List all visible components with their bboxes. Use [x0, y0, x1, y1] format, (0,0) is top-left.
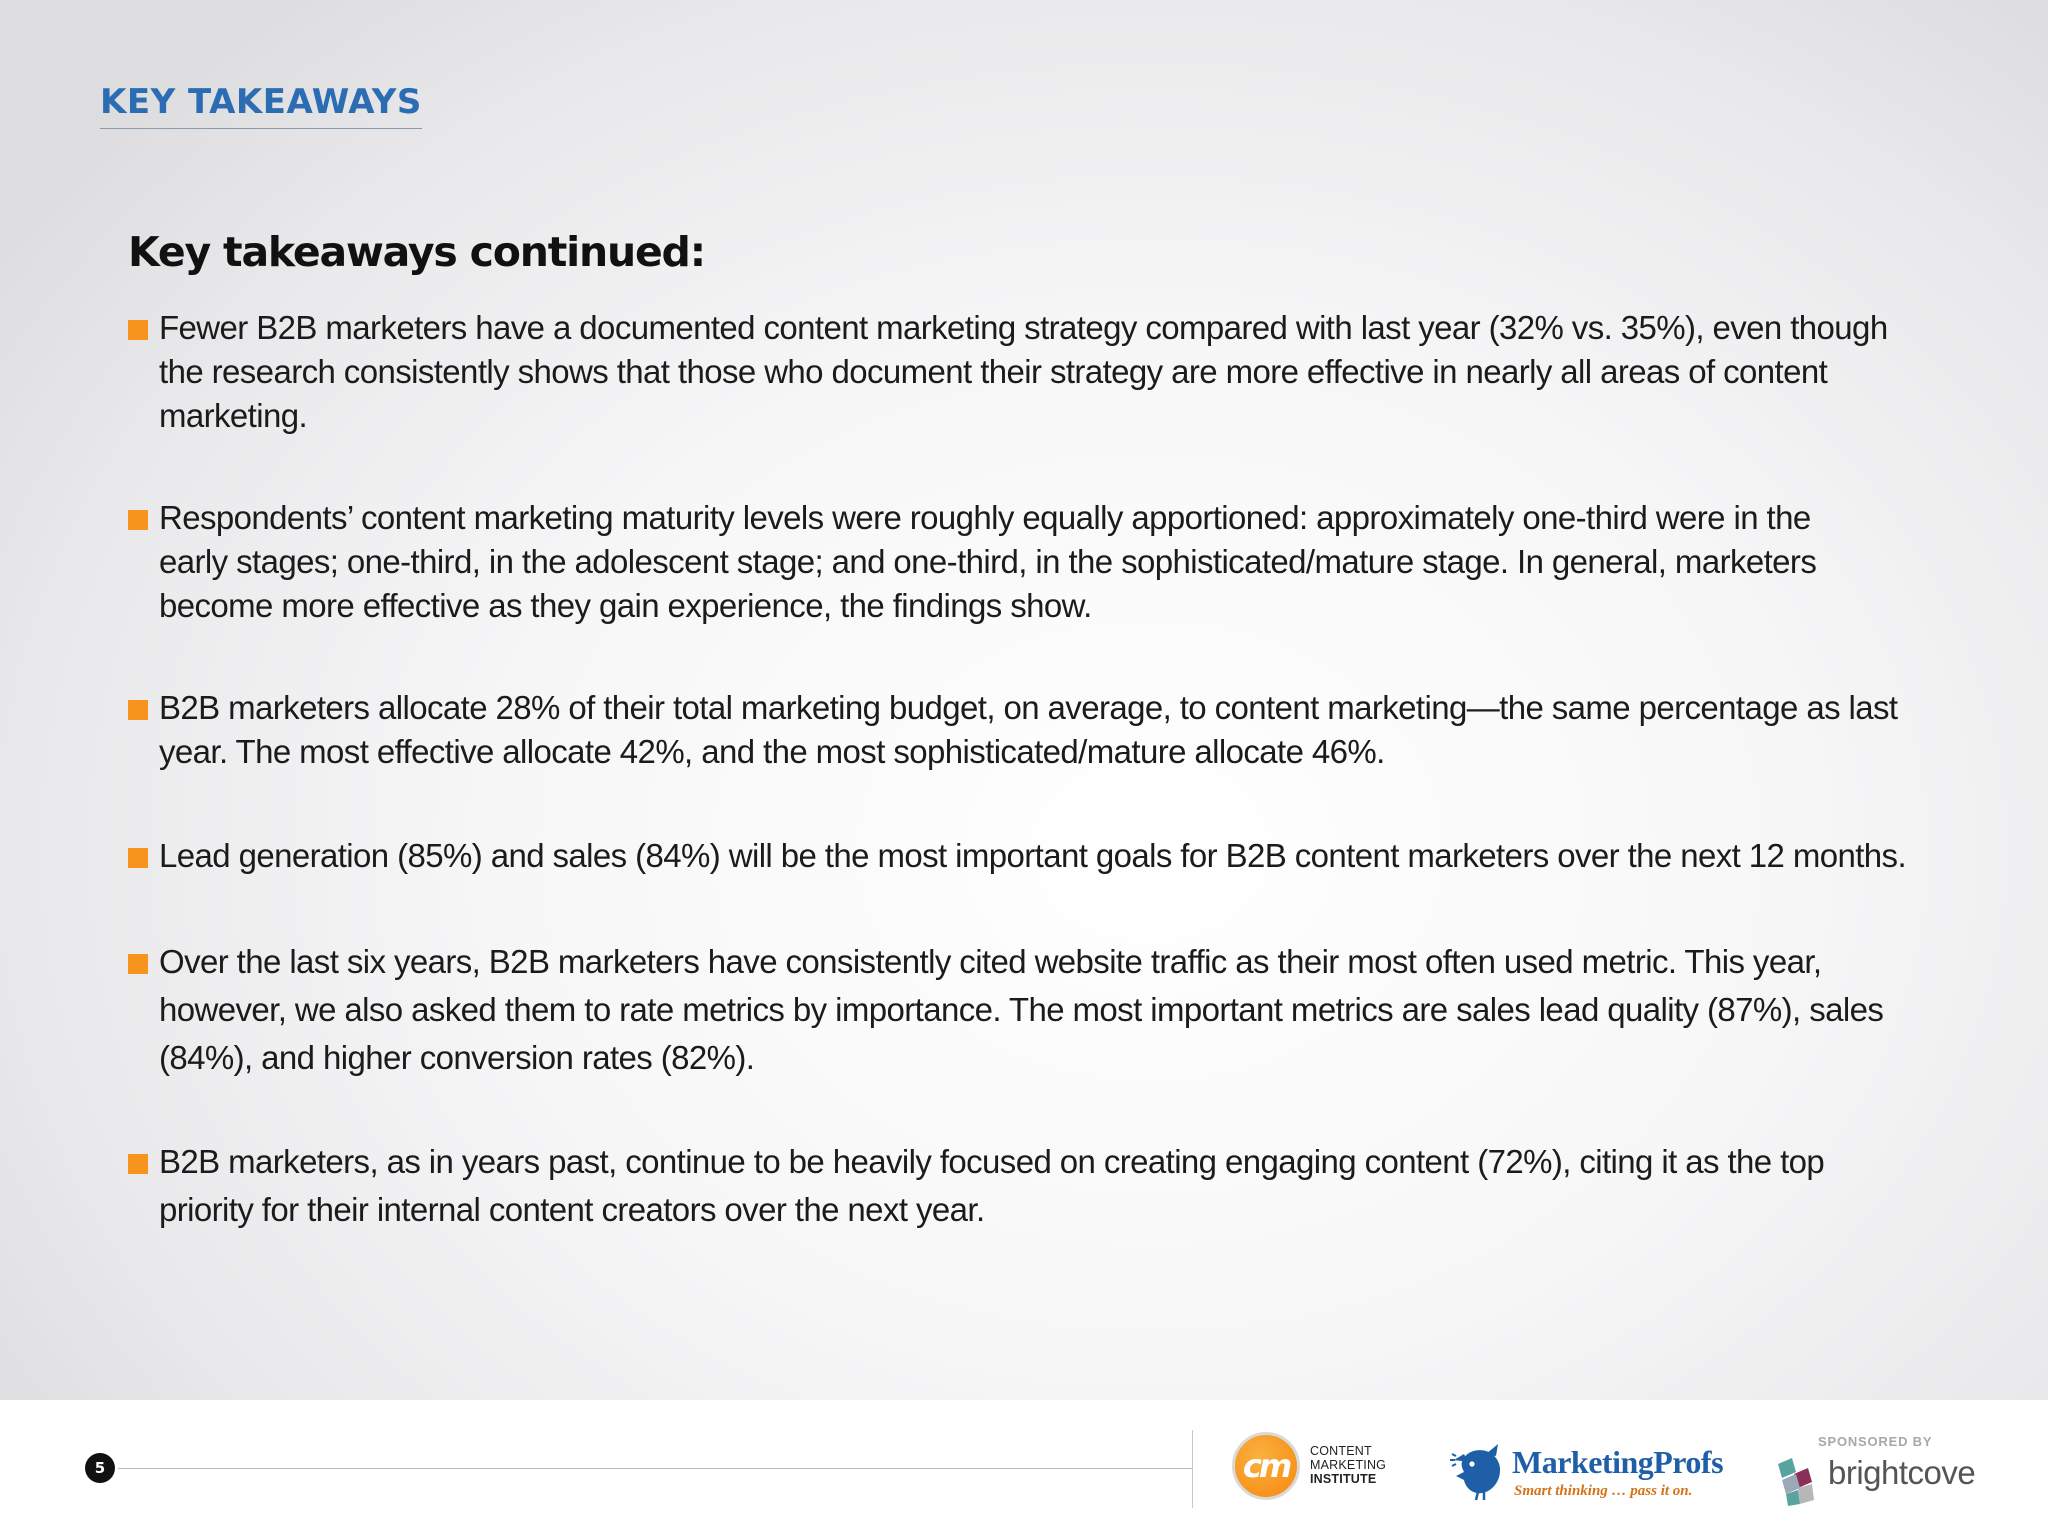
cmi-line: INSTITUTE [1310, 1472, 1377, 1486]
takeaway-item [128, 496, 1928, 628]
takeaway-text [159, 496, 1928, 628]
takeaway-line: (84%), and higher conversion rates (82%). [159, 1039, 755, 1076]
cmi-line: CONTENT [1310, 1444, 1372, 1458]
takeaway-line: priority for their internal content creators over the next year. [159, 1191, 985, 1228]
takeaway-text [159, 306, 1928, 438]
takeaway-line: year. The most effective allocate 42%, and the most sophisticated/mature allocate 46%. [159, 733, 1385, 770]
takeaway-text [159, 1138, 1928, 1234]
takeaway-text [159, 938, 1928, 1082]
section-header: KEY TAKEAWAYS [100, 82, 422, 129]
sponsored-by-label: SPONSORED BY [1818, 1434, 1933, 1449]
footer-divider [118, 1468, 1192, 1469]
bird-icon [1448, 1440, 1512, 1502]
cmi-circle-icon [1232, 1432, 1300, 1500]
takeaway-item [128, 938, 1928, 1082]
orange-square-bullet-icon [128, 510, 148, 530]
takeaway-line: the research consistently shows that those who document their strategy are more effective in nearly all areas of content [159, 353, 1828, 390]
takeaway-item [128, 306, 1928, 438]
takeaway-line: Respondents’ content marketing maturity levels were roughly equally apportioned: approximately one-third were in the [159, 499, 1811, 536]
orange-square-bullet-icon [128, 700, 148, 720]
takeaway-line: Lead generation (85%) and sales (84%) will be the most important goals for B2B content marketers over the next 12 months. [159, 837, 1907, 874]
takeaway-line: Over the last six years, B2B marketers have consistently cited website traffic as their most often used metric. This year, [159, 943, 1822, 980]
takeaway-text [159, 686, 1928, 774]
marketingprofs-logo [1448, 1440, 1728, 1510]
brightcove-sponsor-logo [1770, 1432, 1990, 1512]
orange-square-bullet-icon [128, 848, 148, 868]
page-subtitle: Key takeaways continued: [128, 228, 705, 276]
takeaway-item [128, 834, 1928, 878]
cmi-line: MARKETING [1310, 1458, 1387, 1472]
takeaway-line: Fewer B2B marketers have a documented content marketing strategy compared with last year (32% vs. 35%), even though [159, 309, 1888, 346]
marketingprofs-name: MarketingProfs [1512, 1444, 1724, 1480]
takeaway-line: early stages; one-third, in the adolescent stage; and one-third, in the sophisticated/mature stage. In general, marketers [159, 543, 1817, 580]
content-marketing-institute-logo [1228, 1428, 1398, 1508]
footer-vertical-divider [1192, 1430, 1193, 1508]
cmi-mark: cm [1242, 1447, 1290, 1485]
takeaway-line: marketing. [159, 397, 308, 434]
takeaway-item [128, 1138, 1928, 1234]
takeaway-text [159, 834, 1928, 878]
takeaway-line: B2B marketers allocate 28% of their total marketing budget, on average, to content marketing—the same percentage as last [159, 689, 1898, 726]
takeaway-item [128, 686, 1928, 774]
page-number: 5 [85, 1453, 115, 1483]
cmi-wordmark [1310, 1444, 1386, 1486]
orange-square-bullet-icon [128, 954, 148, 974]
orange-square-bullet-icon [128, 1154, 148, 1174]
orange-square-bullet-icon [128, 320, 148, 340]
brightcove-mark-icon [1774, 1456, 1826, 1508]
brightcove-name: brightcove [1828, 1454, 1976, 1491]
marketingprofs-tagline: Smart thinking … pass it on. [1514, 1483, 1693, 1499]
takeaway-line: B2B marketers, as in years past, continue to be heavily focused on creating engaging content (72%), citing it as the top [159, 1143, 1825, 1180]
takeaway-line: however, we also asked them to rate metrics by importance. The most important metrics are sales lead quality (87%), sales [159, 991, 1884, 1028]
takeaway-line: become more effective as they gain experience, the findings show. [159, 587, 1092, 624]
